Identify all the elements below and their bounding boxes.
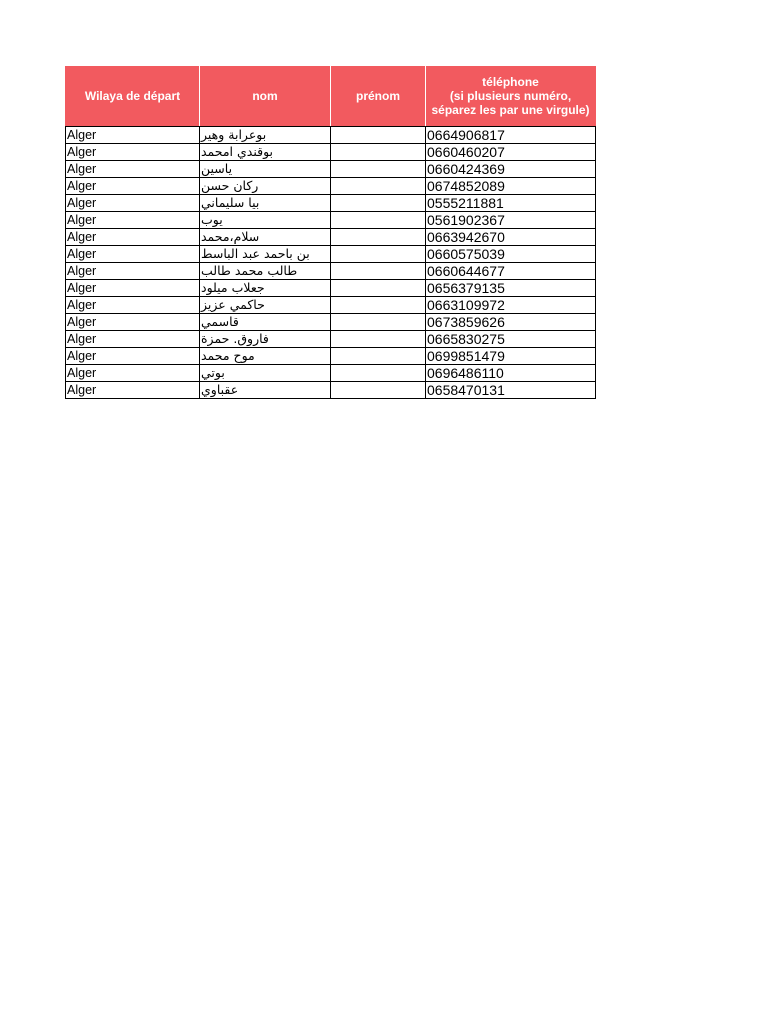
cell-prenom[interactable] xyxy=(331,195,426,212)
cell-wilaya[interactable]: Alger xyxy=(66,144,200,161)
cell-nom-text: بيا سليماني xyxy=(201,195,260,210)
cell-nom-text: بوتي xyxy=(201,365,225,380)
cell-nom-text: ركان حسن xyxy=(201,178,259,193)
table-header xyxy=(66,66,596,127)
cell-nom-text: بوقندي امحمد xyxy=(201,144,274,159)
cell-nom[interactable] xyxy=(200,195,331,212)
cell-telephone[interactable]: 0663109972 xyxy=(426,297,596,314)
cell-prenom[interactable] xyxy=(331,314,426,331)
contacts-table xyxy=(65,66,596,399)
cell-wilaya[interactable]: Alger xyxy=(66,127,200,144)
cell-prenom[interactable] xyxy=(331,161,426,178)
cell-nom-text: طالب محمد طالب xyxy=(201,263,298,278)
cell-prenom[interactable] xyxy=(331,127,426,144)
cell-nom[interactable] xyxy=(200,348,331,365)
table-row xyxy=(66,280,596,297)
cell-wilaya[interactable]: Alger xyxy=(66,365,200,382)
table-row xyxy=(66,263,596,280)
cell-prenom[interactable] xyxy=(331,331,426,348)
cell-prenom[interactable] xyxy=(331,178,426,195)
cell-wilaya[interactable]: Alger xyxy=(66,229,200,246)
cell-prenom[interactable] xyxy=(331,297,426,314)
cell-telephone[interactable]: 0561902367 xyxy=(426,212,596,229)
cell-nom-text: قاسمي xyxy=(201,314,239,329)
cell-nom-text: جعلاب ميلود xyxy=(201,280,265,295)
table-row xyxy=(66,331,596,348)
cell-nom-text: عقباوي xyxy=(201,382,239,397)
table-row xyxy=(66,382,596,399)
cell-telephone[interactable]: 0673859626 xyxy=(426,314,596,331)
table-row xyxy=(66,365,596,382)
header-row xyxy=(66,66,596,127)
cell-prenom[interactable] xyxy=(331,348,426,365)
cell-nom[interactable] xyxy=(200,297,331,314)
cell-nom[interactable] xyxy=(200,365,331,382)
cell-telephone[interactable]: 0660460207 xyxy=(426,144,596,161)
cell-telephone[interactable]: 0660575039 xyxy=(426,246,596,263)
cell-telephone[interactable]: 0665830275 xyxy=(426,331,596,348)
cell-wilaya[interactable]: Alger xyxy=(66,382,200,399)
table-body xyxy=(66,127,596,399)
table-row xyxy=(66,246,596,263)
cell-nom[interactable] xyxy=(200,382,331,399)
cell-prenom[interactable] xyxy=(331,280,426,297)
header-telephone[interactable]: téléphone (si plusieurs numéro, séparez les par une virgule) xyxy=(426,66,596,127)
header-nom[interactable]: nom xyxy=(200,66,331,127)
cell-wilaya[interactable]: Alger xyxy=(66,331,200,348)
table-row xyxy=(66,144,596,161)
cell-telephone[interactable]: 0699851479 xyxy=(426,348,596,365)
table-row xyxy=(66,195,596,212)
cell-telephone[interactable]: 0555211881 xyxy=(426,195,596,212)
cell-nom[interactable] xyxy=(200,127,331,144)
cell-prenom[interactable] xyxy=(331,229,426,246)
table-row xyxy=(66,161,596,178)
cell-wilaya[interactable]: Alger xyxy=(66,195,200,212)
cell-wilaya[interactable]: Alger xyxy=(66,161,200,178)
cell-nom[interactable] xyxy=(200,280,331,297)
table-row xyxy=(66,229,596,246)
cell-wilaya[interactable]: Alger xyxy=(66,314,200,331)
cell-nom[interactable] xyxy=(200,314,331,331)
cell-prenom[interactable] xyxy=(331,382,426,399)
cell-prenom[interactable] xyxy=(331,246,426,263)
cell-wilaya[interactable]: Alger xyxy=(66,263,200,280)
cell-telephone[interactable]: 0696486110 xyxy=(426,365,596,382)
cell-nom[interactable] xyxy=(200,212,331,229)
cell-nom[interactable] xyxy=(200,229,331,246)
cell-nom[interactable] xyxy=(200,246,331,263)
cell-nom-text: حاكمي عزيز xyxy=(201,297,265,312)
cell-nom[interactable] xyxy=(200,263,331,280)
table-row xyxy=(66,178,596,195)
table-row xyxy=(66,212,596,229)
cell-nom[interactable] xyxy=(200,331,331,348)
cell-telephone[interactable]: 0660424369 xyxy=(426,161,596,178)
table-row xyxy=(66,348,596,365)
cell-prenom[interactable] xyxy=(331,144,426,161)
cell-wilaya[interactable]: Alger xyxy=(66,212,200,229)
cell-telephone[interactable]: 0658470131 xyxy=(426,382,596,399)
cell-prenom[interactable] xyxy=(331,365,426,382)
cell-nom[interactable] xyxy=(200,144,331,161)
cell-wilaya[interactable]: Alger xyxy=(66,178,200,195)
cell-telephone[interactable]: 0664906817 xyxy=(426,127,596,144)
cell-telephone[interactable]: 0663942670 xyxy=(426,229,596,246)
table-row xyxy=(66,314,596,331)
cell-nom[interactable] xyxy=(200,161,331,178)
header-prenom[interactable]: prénom xyxy=(331,66,426,127)
cell-nom-text: موح محمد xyxy=(201,348,255,363)
header-wilaya[interactable]: Wilaya de départ xyxy=(66,66,200,127)
cell-nom-text: يوب xyxy=(201,212,223,227)
cell-nom-text: فاروق. حمزة xyxy=(201,331,269,346)
cell-telephone[interactable]: 0656379135 xyxy=(426,280,596,297)
cell-nom-text: ياسين xyxy=(201,161,233,176)
cell-prenom[interactable] xyxy=(331,212,426,229)
cell-nom-text: بوعرابة وهير xyxy=(201,127,267,142)
cell-telephone[interactable]: 0674852089 xyxy=(426,178,596,195)
cell-nom[interactable] xyxy=(200,178,331,195)
table-row xyxy=(66,127,596,144)
cell-wilaya[interactable]: Alger xyxy=(66,297,200,314)
cell-nom-text: بن باحمد عبد الباسط xyxy=(201,246,310,261)
cell-nom-text: سلام،محمد xyxy=(201,229,260,244)
cell-wilaya[interactable]: Alger xyxy=(66,280,200,297)
cell-telephone[interactable]: 0660644677 xyxy=(426,263,596,280)
cell-prenom[interactable] xyxy=(331,263,426,280)
cell-wilaya[interactable]: Alger xyxy=(66,348,200,365)
table-row xyxy=(66,297,596,314)
cell-wilaya[interactable]: Alger xyxy=(66,246,200,263)
